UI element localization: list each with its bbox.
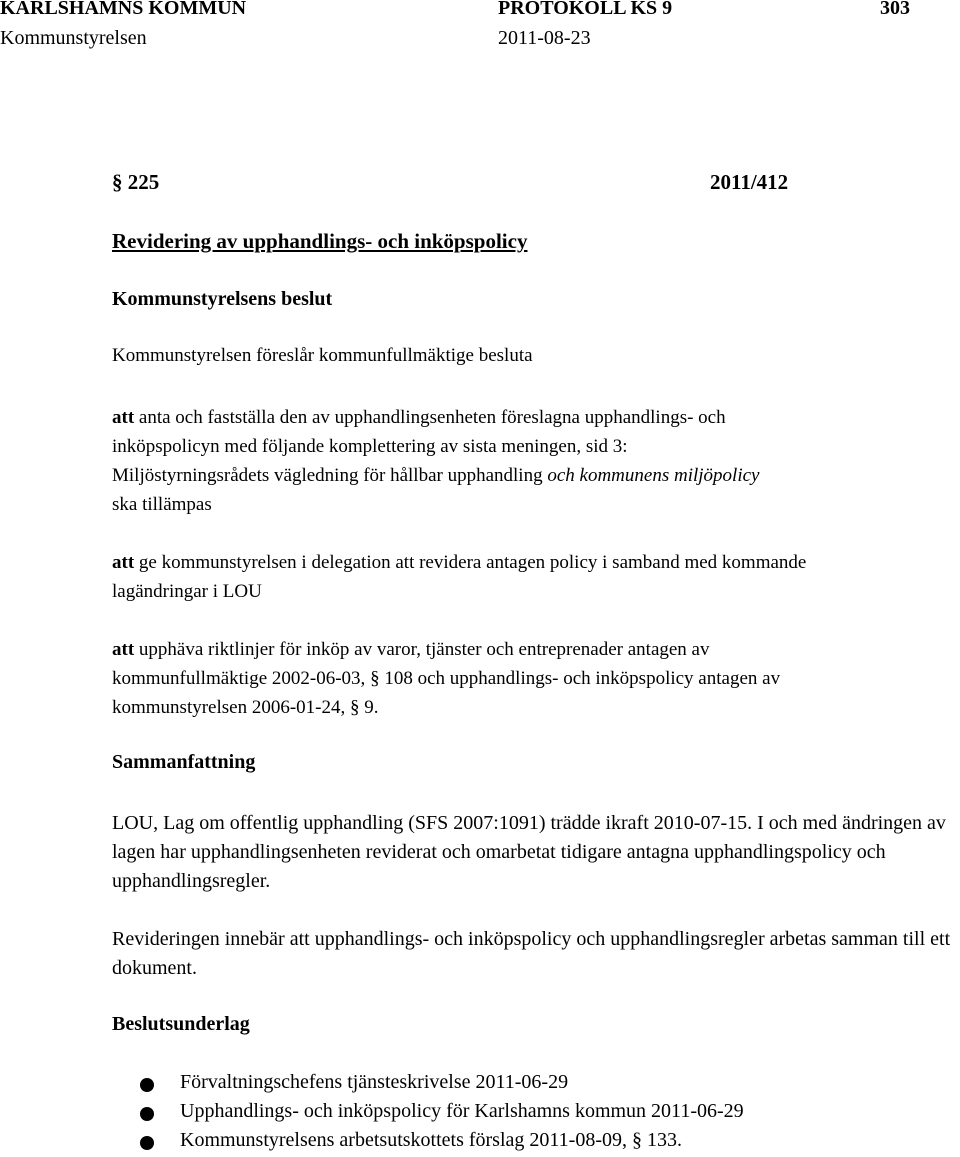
decision-item-2-line-2: lagändringar i LOU xyxy=(112,581,262,602)
decision-intro: Kommunstyrelsen föreslår kommunfullmäktige besluta xyxy=(112,345,533,366)
section-symbol: § xyxy=(350,697,360,718)
bullet-icon xyxy=(140,1078,154,1092)
summary-paragraph-2: Revideringen innebär att upphandlings- och inköpspolicy och upphandlingsregler arbetas samman till ett dokument. xyxy=(112,928,951,979)
header-protocol: PROTOKOLL KS 9 xyxy=(498,0,673,19)
basis-item-3: Kommunstyrelsens arbetsutskottets förslag 2011-08-09, § 133. xyxy=(180,1129,682,1151)
decision-item-1-line-4: ska tillämpas xyxy=(112,494,212,515)
att-keyword: att xyxy=(112,639,135,660)
basis-item-1: Förvaltningschefens tjänsteskrivelse 2011-06-29 xyxy=(180,1071,569,1093)
decision-item-3-line-1: att upphäva riktlinjer för inköp av varor, tjänster och entreprenader antagen av xyxy=(112,639,710,660)
header-page-number: 303 xyxy=(880,0,910,19)
att-keyword: att xyxy=(112,407,135,428)
decision-heading: Kommunstyrelsens beslut xyxy=(112,288,333,310)
decision-item-3-line-2: kommunfullmäktige 2002-06-03, § 108 och upphandlings- och inköpspolicy antagen av xyxy=(112,668,781,689)
header-org: KARLSHAMNS KOMMUN xyxy=(0,0,247,19)
section-symbol: § xyxy=(370,668,380,689)
case-title: Revidering av upphandlings- och inköpspolicy xyxy=(112,229,528,253)
basis-heading: Beslutsunderlag xyxy=(112,1013,250,1035)
decision-item-1-line-3: Miljöstyrningsrådets vägledning för hållbar upphandling och kommunens miljöpolicy xyxy=(112,465,760,486)
case-number-line xyxy=(112,170,159,195)
italic-addition: och kommunens miljöpolicy xyxy=(547,465,760,486)
bullet-icon xyxy=(140,1136,154,1150)
decision-item-1-line-1: att anta och fastställa den av upphandlingsenheten föreslagna upphandlings- och xyxy=(112,407,726,428)
section-symbol: § xyxy=(112,170,123,194)
diary-number: 2011/412 xyxy=(710,170,789,194)
basis-item-2: Upphandlings- och inköpspolicy för Karlshamns kommun 2011-06-29 xyxy=(180,1100,744,1122)
decision-item-2-line-1: att ge kommunstyrelsen i delegation att revidera antagen policy i samband med kommande xyxy=(112,552,807,573)
case-number: 225 xyxy=(127,170,160,194)
summary-paragraph-1: LOU, Lag om offentlig upphandling (SFS 2007:1091) trädde ikraft 2010-07-15. I och med ändringen av lagen har upphandlingsenheten reviderat och omarbetat tidigare antagna upphandlingspolicy och upphandlingsregler. xyxy=(112,812,946,892)
summary-heading: Sammanfattning xyxy=(112,751,256,773)
header-body: Kommunstyrelsen xyxy=(0,27,147,49)
header-date: 2011-08-23 xyxy=(498,27,591,49)
decision-item-1-line-2: inköpspolicyn med följande komplettering av sista meningen, sid 3: xyxy=(112,436,628,457)
bullet-icon xyxy=(140,1107,154,1121)
decision-item-3-line-3: kommunstyrelsen 2006-01-24, § 9. xyxy=(112,697,379,718)
att-keyword: att xyxy=(112,552,135,573)
